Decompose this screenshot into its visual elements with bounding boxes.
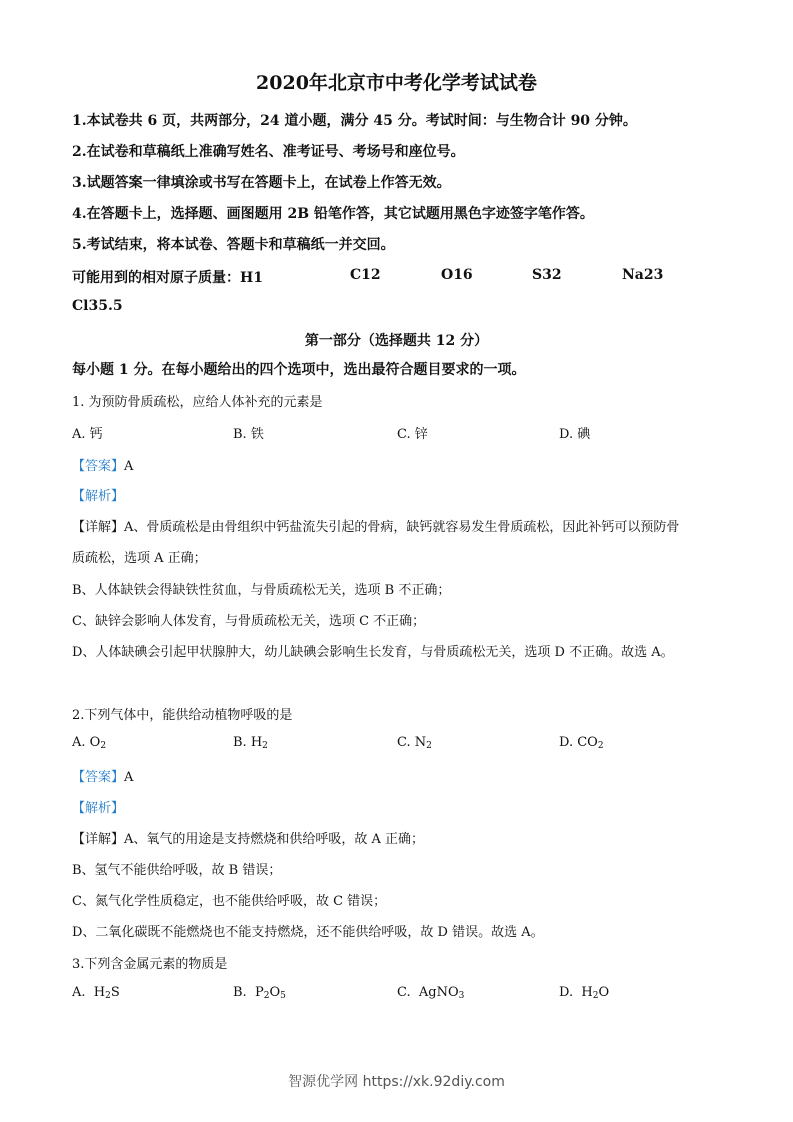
instruction-2: 2.在试卷和草稿纸上准确写姓名、准考证号、考场号和座位号。	[72, 144, 465, 160]
instruction-5: 5.考试结束，将本试卷、答题卡和草稿纸一并交回。	[72, 237, 395, 253]
q1-analysis	[72, 485, 124, 504]
q2-option-c: C. $N_2$	[397, 735, 432, 751]
footer-watermark: 智源优学网 https://xk.92diy.com	[288, 1074, 505, 1090]
q3-option-a: A. $H_2S$	[72, 985, 120, 1001]
atomic-mass-c: C12	[350, 267, 381, 283]
answer-value: A	[124, 459, 134, 474]
q2-detail-1: 【详解】A、氧气的用途是支持燃烧和供给呼吸，故 A 正确；	[72, 832, 425, 847]
q2-detail-4: D、二氧化碳既不能燃烧也不能支持燃烧，还不能供给呼吸，故 D 错误。故选 A。	[72, 925, 544, 940]
q2-option-d: D. $CO_2$	[559, 735, 604, 751]
q2-stem: 2.下列气体中，能供给动植物呼吸的是	[72, 708, 293, 723]
instruction-3: 3.试题答案一律填涂或书写在答题卡上，在试卷上作答无效。	[72, 175, 451, 191]
section-title: 第一部分（选择题共 12 分）	[304, 333, 489, 349]
atomic-mass-s: S32	[532, 267, 562, 283]
q1-detail-3: B、人体缺铁会得缺铁性贫血，与骨质疏松无关，选项 B 不正确；	[72, 583, 451, 598]
q1-detail-4: C、缺锌会影响人体发育，与骨质疏松无关，选项 C 不正确；	[72, 614, 426, 629]
q2-option-a: A. $O_2$	[72, 735, 107, 751]
instruction-4: 4.在答题卡上，选择题、画图题用 2B 铅笔作答，其它试题用黑色字迹签字笔作答。	[72, 206, 594, 222]
section-note: 每小题 1 分。在每小题给出的四个选项中，选出最符合题目要求的一项。	[72, 362, 526, 378]
q1-option-d: D. 碘	[559, 427, 591, 442]
q3-option-d: D. $H_2O$	[559, 985, 610, 1001]
q1-option-a: A. 钙	[72, 427, 103, 442]
page-title: 2020年北京市中考化学考试试卷	[256, 72, 537, 94]
q2-detail-3: C、氮气化学性质稳定，也不能供给呼吸，故 C 错误；	[72, 894, 387, 909]
atomic-mass-na: Na23	[622, 267, 664, 283]
q2-option-b: B. $H_2$	[233, 735, 268, 751]
atomic-mass-o: O16	[441, 267, 473, 283]
answer-value: A	[124, 770, 134, 785]
analysis-tag: 【解析】	[72, 489, 125, 504]
q1-answer	[72, 455, 133, 474]
q1-option-c: C. 锌	[397, 427, 428, 442]
q3-option-b: B. $P_2O_5$	[233, 985, 286, 1001]
q3-option-c: C. AgNO$_3$	[397, 985, 465, 1001]
answer-tag: 【答案】	[72, 770, 125, 785]
q2-detail-2: B、氢气不能供给呼吸，故 B 错误；	[72, 863, 282, 878]
q1-detail-5: D、人体缺碘会引起甲状腺肿大，幼儿缺碘会影响生长发育，与骨质疏松无关，选项 D 不正确。故选 A。	[72, 645, 674, 660]
q1-detail-2: 质疏松，选项 A 正确；	[72, 551, 207, 566]
q3-stem: 3.下列含金属元素的物质是	[72, 957, 228, 972]
instruction-1: 1.本试卷共 6 页，共两部分，24 道小题，满分 45 分。考试时间：与生物合计 90 分钟。	[72, 113, 637, 129]
q1-stem: 1. 为预防骨质疏松，应给人体补充的元素是	[72, 395, 323, 410]
atomic-mass-cl: Cl35.5	[72, 298, 123, 314]
analysis-tag: 【解析】	[72, 801, 125, 816]
answer-tag: 【答案】	[72, 459, 125, 474]
q1-option-b: B. 铁	[233, 427, 264, 442]
q2-answer	[72, 766, 133, 785]
q2-analysis	[72, 797, 124, 816]
q1-detail-1: 【详解】A、骨质疏松是由骨组织中钙盐流失引起的骨病，缺钙就容易发生骨质疏松，因此补钙可以预防骨	[72, 520, 680, 535]
atomic-mass-label: 可能用到的相对原子质量：H1	[72, 270, 263, 286]
